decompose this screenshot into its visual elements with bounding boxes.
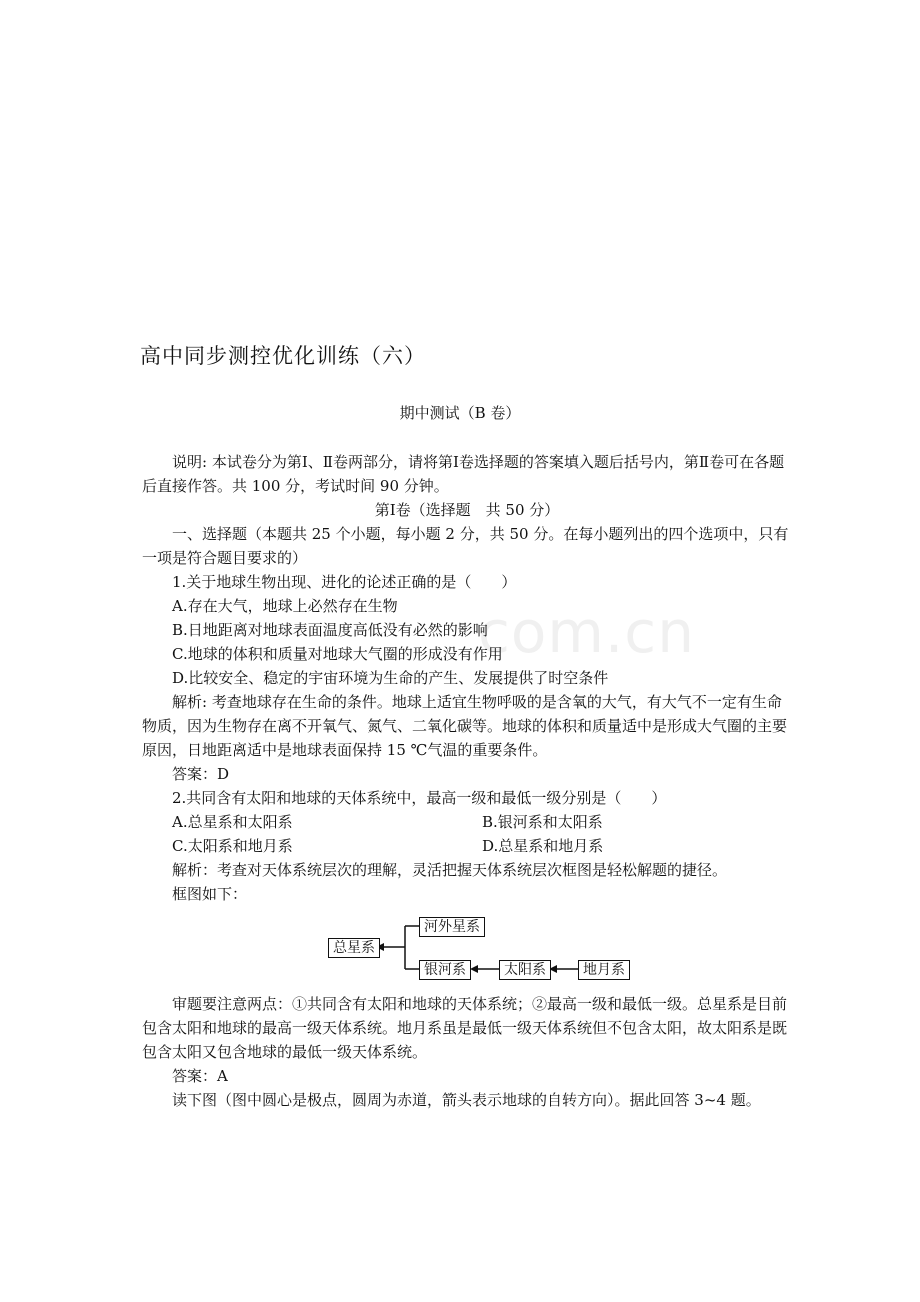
page-subtitle: 期中测试（B 卷） (399, 404, 521, 422)
question-1-stem: 1.关于地球生物出现、进化的论述正确的是（ ） (172, 573, 517, 591)
intro-paragraph: 说明: 本试卷分为第Ⅰ、Ⅱ卷两部分，请将第Ⅰ卷选择题的答案填入题后括号内，第Ⅱ卷可在各题后直接作答。共 100 分，考试时间 90 分钟。 (142, 453, 785, 495)
read-figure-prompt: 读下图（图中圆心是极点，圆周为赤道，箭头表示地球的自转方向）。据此回答 3~4 题。 (172, 1091, 761, 1109)
page-title: 高中同步测控优化训练（六） (140, 344, 426, 368)
question-2-stem: 2.共同含有太阳和地球的天体系统中，最高一级和最低一级分别是（ ） (172, 789, 667, 807)
question-2-option-d: D.总星系和地月系 (482, 837, 604, 855)
section-intro: 一、选择题（本题共 25 个小题，每小题 2 分，共 50 分。在每小题列出的四个选项中，只有一项是符合题目要求的） (142, 525, 789, 567)
question-2-option-c: C.太阳系和地月系 (172, 837, 293, 855)
question-2-options-row-2 (142, 834, 792, 858)
question-1-option-d: D.比较安全、稳定的宇宙环境为生命的产生、发展提供了时空条件 (172, 669, 609, 687)
question-1-option-a: A.存在大气，地球上必然存在生物 (172, 597, 398, 615)
exam-body (142, 450, 792, 1112)
box-total-galaxy: 总星系 (328, 938, 380, 958)
box-solar-system: 太阳系 (499, 960, 551, 980)
question-2-analysis: 解析：考查对天体系统层次的理解，灵活把握天体系统层次框图是轻松解题的捷径。 (172, 861, 728, 879)
question-1-option-c: C.地球的体积和质量对地球大气圈的形成没有作用 (172, 645, 503, 663)
question-2-option-b: B.银河系和太阳系 (482, 813, 603, 831)
diagram-intro: 框图如下： (172, 885, 248, 903)
box-milky-way: 银河系 (419, 960, 471, 980)
question-2-review: 审题要注意两点：①共同含有太阳和地球的天体系统；②最高一级和最低一级。总星系是目前包含太阳和地球的最高一级天体系统。地月系虽是最低一级天体系统但不包含太阳，故太阳系是既包含太阳又包含地球的最低一级天体系统。 (142, 995, 788, 1061)
question-2-answer: 答案：A (172, 1067, 228, 1085)
watermark: com.cn (478, 598, 695, 666)
box-extragalactic: 河外星系 (419, 917, 485, 937)
question-2-option-a: A.总星系和太阳系 (172, 813, 293, 831)
question-2-options-row-1 (142, 810, 792, 834)
question-1-answer: 答案：D (172, 765, 230, 783)
question-1-option-b: B.日地距离对地球表面温度高低没有必然的影响 (172, 621, 488, 639)
section-title: 第Ⅰ卷（选择题 共 50 分） (374, 501, 560, 519)
celestial-system-diagram (142, 912, 792, 986)
box-earth-moon: 地月系 (578, 960, 630, 980)
question-1-analysis: 解析: 考查地球存在生命的条件。地球上适宜生物呼吸的是含氧的大气，有大气不一定有生命物质，因为生物存在离不开氧气、氮气、二氧化碳等。地球的体积和质量适中是形成大气圈的主要原因，日地距离适中是地球表面保持 15 ℃气温的重要条件。 (142, 693, 788, 759)
